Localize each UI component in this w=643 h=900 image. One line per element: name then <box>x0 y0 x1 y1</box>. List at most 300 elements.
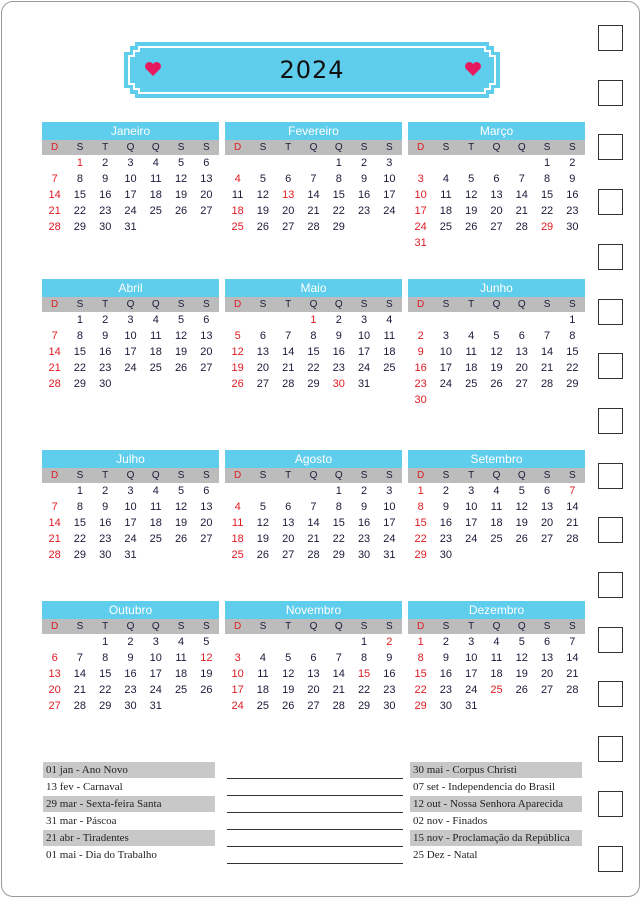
day-cell: 16 <box>414 362 427 374</box>
day-cell: 26 <box>465 221 478 233</box>
checkbox[interactable] <box>598 463 623 489</box>
day-cell: 17 <box>149 668 162 680</box>
empty-cell <box>276 483 301 499</box>
empty-cell <box>250 634 275 650</box>
month-maro <box>408 122 585 251</box>
weekday-label: Q <box>492 621 501 632</box>
day-cell: 2 <box>361 485 368 497</box>
day-cell: 28 <box>540 378 554 390</box>
day-cell: 18 <box>490 668 503 680</box>
day-cell: 9 <box>361 173 368 185</box>
day-cell: 2 <box>386 636 393 648</box>
weekday-label: S <box>259 621 267 632</box>
day-cell: 19 <box>174 346 188 358</box>
day-cell: 29 <box>566 378 579 390</box>
day-cell: 5 <box>518 636 525 648</box>
day-cell: 15 <box>307 346 320 358</box>
day-cell: 13 <box>200 501 213 513</box>
day-cell: 25 <box>231 221 244 233</box>
day-cell: 16 <box>99 517 112 529</box>
day-cell: 19 <box>174 517 188 529</box>
day-cell: 11 <box>440 189 452 201</box>
day-cell: 10 <box>124 330 137 342</box>
day-cell: 24 <box>357 362 371 374</box>
day-cell: 22 <box>332 533 345 545</box>
day-cell: 6 <box>310 652 317 664</box>
empty-cell <box>301 483 326 499</box>
weekday-label: Q <box>126 621 135 632</box>
weekday-label: S <box>76 142 84 153</box>
day-grid <box>42 312 219 392</box>
holiday-item: 25 Dez - Natal <box>413 849 478 861</box>
day-cell: 18 <box>439 205 453 217</box>
empty-cell <box>433 312 458 328</box>
day-cell: 13 <box>515 346 528 358</box>
day-cell: 15 <box>540 189 554 201</box>
day-cell: 6 <box>51 652 58 664</box>
day-cell: 7 <box>51 173 58 185</box>
day-cell: 13 <box>282 189 295 201</box>
day-cell: 27 <box>540 684 554 696</box>
day-cell: 3 <box>468 636 475 648</box>
weekday-label: S <box>543 621 551 632</box>
day-grid <box>42 483 219 563</box>
weekday-label: D <box>51 299 59 310</box>
day-cell: 3 <box>234 652 241 664</box>
day-cell: 30 <box>99 378 112 390</box>
month-title: Abril <box>42 279 219 297</box>
day-cell: 27 <box>256 378 270 390</box>
month-title: Junho <box>408 279 585 297</box>
day-cell: 11 <box>490 652 503 664</box>
month-title: Janeiro <box>42 122 219 140</box>
day-cell: 9 <box>442 501 449 513</box>
day-cell: 8 <box>417 652 424 664</box>
weekday-label: S <box>569 470 576 481</box>
month-julho <box>42 450 219 563</box>
weekday-label: Q <box>492 299 501 310</box>
day-cell: 21 <box>515 205 528 217</box>
month-fevereiro <box>225 122 402 235</box>
day-cell: 21 <box>48 533 61 545</box>
day-cell: 27 <box>540 533 554 545</box>
day-cell: 9 <box>386 652 393 664</box>
day-cell: 28 <box>566 533 579 545</box>
checkbox[interactable] <box>598 572 623 598</box>
day-cell: 8 <box>76 173 83 185</box>
day-cell: 29 <box>73 378 87 390</box>
day-cell: 28 <box>48 221 61 233</box>
checkbox[interactable] <box>598 681 623 707</box>
day-cell: 23 <box>124 684 137 696</box>
weekday-label: Q <box>309 299 318 310</box>
weekday-label: D <box>234 142 242 153</box>
day-cell: 24 <box>465 684 478 696</box>
day-cell: 18 <box>490 517 503 529</box>
day-cell: 4 <box>234 501 241 513</box>
day-cell: 19 <box>256 533 270 545</box>
day-cell: 23 <box>383 684 396 696</box>
day-cell: 21 <box>282 362 295 374</box>
day-cell: 16 <box>383 668 396 680</box>
checkbox[interactable] <box>598 408 623 434</box>
day-cell: 15 <box>566 346 579 358</box>
weekday-label: S <box>76 299 84 310</box>
day-cell: 5 <box>178 485 185 497</box>
day-cell: 19 <box>282 684 295 696</box>
weekday-label: D <box>234 470 242 481</box>
day-cell: 1 <box>102 636 109 648</box>
day-cell: 21 <box>566 668 579 680</box>
day-cell: 16 <box>332 346 345 358</box>
empty-cell <box>509 155 534 171</box>
weekday-label: T <box>102 470 109 481</box>
day-cell: 23 <box>439 533 453 545</box>
day-cell: 5 <box>259 501 266 513</box>
weekday-label: T <box>102 299 109 310</box>
day-cell: 27 <box>515 378 528 390</box>
day-cell: 6 <box>544 485 551 497</box>
day-cell: 7 <box>544 330 551 342</box>
day-cell: 22 <box>73 362 87 374</box>
day-cell: 4 <box>493 636 500 648</box>
weekday-label: S <box>177 299 185 310</box>
day-cell: 5 <box>203 636 210 648</box>
day-cell: 14 <box>332 668 345 680</box>
day-cell: 31 <box>124 549 137 561</box>
day-cell: 8 <box>76 330 83 342</box>
day-cell: 8 <box>76 501 83 513</box>
day-cell: 8 <box>417 501 424 513</box>
day-cell: 23 <box>566 205 579 217</box>
checkbox[interactable] <box>598 736 623 762</box>
day-cell: 16 <box>357 189 371 201</box>
day-cell: 18 <box>256 684 270 696</box>
day-cell: 31 <box>149 700 162 712</box>
day-cell: 8 <box>335 501 342 513</box>
day-cell: 17 <box>383 517 396 529</box>
day-cell: 6 <box>203 314 210 326</box>
day-cell: 19 <box>231 362 244 374</box>
month-dezembro <box>408 601 585 714</box>
weekday-label: S <box>543 142 551 153</box>
day-grid <box>225 483 402 563</box>
day-cell: 5 <box>259 173 266 185</box>
month-title: Julho <box>42 450 219 468</box>
day-cell: 13 <box>282 517 295 529</box>
day-cell: 11 <box>150 173 162 185</box>
day-cell: 9 <box>127 652 134 664</box>
day-cell: 17 <box>414 205 427 217</box>
day-cell: 29 <box>73 221 87 233</box>
day-cell: 27 <box>490 221 503 233</box>
weekday-label: Q <box>334 142 343 153</box>
empty-cell <box>276 634 301 650</box>
year-banner <box>123 41 501 99</box>
day-cell: 3 <box>386 485 393 497</box>
day-cell: 27 <box>282 221 295 233</box>
day-cell: 11 <box>150 330 162 342</box>
day-cell: 5 <box>285 652 292 664</box>
empty-cell <box>276 155 301 171</box>
day-cell: 23 <box>439 684 453 696</box>
day-cell: 16 <box>99 189 112 201</box>
day-cell: 16 <box>439 668 453 680</box>
day-cell: 3 <box>152 636 159 648</box>
day-cell: 26 <box>282 700 295 712</box>
empty-cell <box>225 483 250 499</box>
empty-cell <box>42 312 67 328</box>
weekday-label: S <box>569 299 576 310</box>
weekday-label: S <box>360 621 368 632</box>
day-cell: 2 <box>102 157 109 169</box>
day-cell: 28 <box>566 684 579 696</box>
day-cell: 17 <box>383 189 396 201</box>
day-cell: 13 <box>490 189 503 201</box>
day-cell: 25 <box>465 378 478 390</box>
day-cell: 10 <box>231 668 244 680</box>
day-cell: 26 <box>256 549 270 561</box>
day-cell: 12 <box>515 652 528 664</box>
day-cell: 20 <box>282 205 295 217</box>
weekday-label: T <box>468 142 475 153</box>
weekday-label: D <box>51 142 59 153</box>
day-cell: 23 <box>99 533 112 545</box>
day-cell: 8 <box>544 173 551 185</box>
empty-cell <box>484 312 509 328</box>
day-cell: 8 <box>569 330 576 342</box>
holiday-item: 29 mar - Sexta-feira Santa <box>43 796 215 812</box>
checkbox[interactable] <box>598 353 623 379</box>
day-cell: 13 <box>48 668 61 680</box>
weekday-label: Q <box>126 299 135 310</box>
day-cell: 29 <box>414 549 427 561</box>
day-cell: 10 <box>465 501 478 513</box>
day-cell: 25 <box>490 684 503 696</box>
day-cell: 19 <box>256 205 270 217</box>
checkbox[interactable] <box>598 846 623 872</box>
checkbox[interactable] <box>598 791 623 817</box>
empty-cell <box>250 312 275 328</box>
day-cell: 4 <box>493 485 500 497</box>
day-cell: 26 <box>490 378 503 390</box>
weekday-header <box>408 297 585 312</box>
empty-cell <box>301 634 326 650</box>
day-cell: 12 <box>282 668 295 680</box>
weekday-header <box>408 619 585 634</box>
day-grid <box>42 634 219 714</box>
weekday-label: D <box>234 621 242 632</box>
checkbox[interactable] <box>598 25 623 51</box>
day-cell: 2 <box>569 157 576 169</box>
weekday-label: S <box>177 621 185 632</box>
day-cell: 9 <box>102 501 109 513</box>
checkbox[interactable] <box>598 134 623 160</box>
day-cell: 2 <box>127 636 134 648</box>
day-cell: 4 <box>178 636 185 648</box>
day-cell: 8 <box>335 173 342 185</box>
day-cell: 26 <box>256 221 270 233</box>
checkbox[interactable] <box>598 299 623 325</box>
checkbox[interactable] <box>598 80 623 106</box>
day-cell: 30 <box>383 700 396 712</box>
day-cell: 21 <box>566 517 579 529</box>
day-cell: 18 <box>231 533 244 545</box>
month-novembro <box>225 601 402 714</box>
day-cell: 10 <box>383 501 396 513</box>
holiday-item: 21 abr - Tiradentes <box>43 830 215 846</box>
day-cell: 13 <box>307 668 320 680</box>
weekday-label: Q <box>517 299 526 310</box>
day-cell: 23 <box>414 378 427 390</box>
day-cell: 12 <box>256 189 270 201</box>
day-cell: 24 <box>439 378 453 390</box>
day-cell: 25 <box>149 533 162 545</box>
weekday-label: Q <box>492 142 501 153</box>
empty-cell <box>408 312 433 328</box>
weekday-label: S <box>442 142 450 153</box>
empty-cell <box>250 155 275 171</box>
day-cell: 16 <box>124 668 137 680</box>
empty-cell <box>42 483 67 499</box>
day-cell: 3 <box>127 314 134 326</box>
checkbox[interactable] <box>598 189 623 215</box>
day-cell: 5 <box>493 330 500 342</box>
day-cell: 12 <box>231 346 244 358</box>
day-cell: 6 <box>285 173 292 185</box>
day-cell: 25 <box>231 549 244 561</box>
day-cell: 10 <box>465 652 478 664</box>
holiday-item: 13 fev - Carnaval <box>46 781 123 793</box>
day-cell: 21 <box>73 684 87 696</box>
day-cell: 26 <box>231 378 244 390</box>
day-cell: 31 <box>414 237 427 249</box>
day-cell: 22 <box>73 205 87 217</box>
day-cell: 24 <box>124 362 137 374</box>
weekday-label: Q <box>517 621 526 632</box>
checkbox[interactable] <box>598 244 623 270</box>
day-cell: 28 <box>73 700 87 712</box>
day-cell: 9 <box>417 346 424 358</box>
weekday-label: S <box>543 470 551 481</box>
day-cell: 18 <box>383 346 396 358</box>
day-cell: 30 <box>439 700 453 712</box>
day-cell: 17 <box>124 346 137 358</box>
weekday-label: Q <box>309 621 318 632</box>
day-cell: 27 <box>48 700 61 712</box>
day-cell: 15 <box>332 517 345 529</box>
empty-cell <box>42 634 67 650</box>
weekday-header <box>225 297 402 312</box>
day-cell: 11 <box>175 652 187 664</box>
day-cell: 13 <box>200 330 213 342</box>
notes-lines <box>227 762 403 864</box>
day-cell: 14 <box>515 189 528 201</box>
empty-cell <box>225 312 250 328</box>
day-cell: 3 <box>417 173 424 185</box>
day-grid <box>408 312 585 408</box>
weekday-label: S <box>203 470 210 481</box>
day-cell: 3 <box>361 314 368 326</box>
day-cell: 14 <box>282 346 295 358</box>
day-cell: 1 <box>310 314 317 326</box>
day-cell: 26 <box>515 533 528 545</box>
day-cell: 26 <box>174 533 188 545</box>
day-cell: 4 <box>234 173 241 185</box>
day-cell: 23 <box>357 533 371 545</box>
day-cell: 5 <box>234 330 241 342</box>
day-cell: 11 <box>257 668 269 680</box>
day-cell: 22 <box>414 684 427 696</box>
day-cell: 28 <box>282 378 295 390</box>
day-cell: 12 <box>256 517 270 529</box>
weekday-label: D <box>417 470 425 481</box>
day-cell: 19 <box>515 517 528 529</box>
day-cell: 31 <box>357 378 371 390</box>
weekday-label: Q <box>151 142 160 153</box>
day-cell: 28 <box>515 221 528 233</box>
day-grid <box>225 155 402 235</box>
month-title: Agosto <box>225 450 402 468</box>
weekday-label: S <box>569 142 576 153</box>
weekday-label: S <box>442 470 450 481</box>
holiday-item: 01 mai - Dia do Trabalho <box>46 849 157 861</box>
weekday-label: Q <box>126 470 135 481</box>
day-cell: 7 <box>335 652 342 664</box>
day-cell: 25 <box>439 221 453 233</box>
empty-cell <box>42 155 67 171</box>
weekday-label: S <box>386 299 393 310</box>
weekday-label: Q <box>517 470 526 481</box>
day-cell: 12 <box>200 652 213 664</box>
day-cell: 30 <box>566 221 579 233</box>
day-cell: 9 <box>361 501 368 513</box>
day-cell: 24 <box>465 533 478 545</box>
day-cell: 7 <box>569 485 576 497</box>
day-cell: 15 <box>414 517 427 529</box>
day-cell: 7 <box>310 501 317 513</box>
checkbox[interactable] <box>598 627 623 653</box>
day-cell: 5 <box>178 157 185 169</box>
empty-cell <box>459 312 484 328</box>
day-cell: 6 <box>518 330 525 342</box>
weekday-header <box>42 468 219 483</box>
day-cell: 9 <box>335 330 342 342</box>
day-cell: 28 <box>307 221 320 233</box>
day-cell: 31 <box>383 549 396 561</box>
weekday-label: T <box>468 621 475 632</box>
day-cell: 24 <box>124 533 137 545</box>
holiday-item: 12 out - Nossa Senhora Aparecida <box>410 796 582 812</box>
day-cell: 19 <box>465 205 478 217</box>
day-cell: 8 <box>361 652 368 664</box>
day-cell: 12 <box>465 189 478 201</box>
day-cell: 7 <box>76 652 83 664</box>
empty-cell <box>484 155 509 171</box>
checkbox[interactable] <box>598 517 623 543</box>
day-cell: 6 <box>203 485 210 497</box>
weekday-label: Q <box>126 142 135 153</box>
day-cell: 4 <box>468 330 475 342</box>
day-cell: 16 <box>566 189 579 201</box>
day-cell: 28 <box>307 549 320 561</box>
weekday-label: S <box>76 470 84 481</box>
weekday-label: S <box>203 299 210 310</box>
day-cell: 29 <box>357 700 371 712</box>
holiday-item: 31 mar - Páscoa <box>46 815 117 827</box>
weekday-label: S <box>259 299 267 310</box>
weekday-label: Q <box>151 621 160 632</box>
